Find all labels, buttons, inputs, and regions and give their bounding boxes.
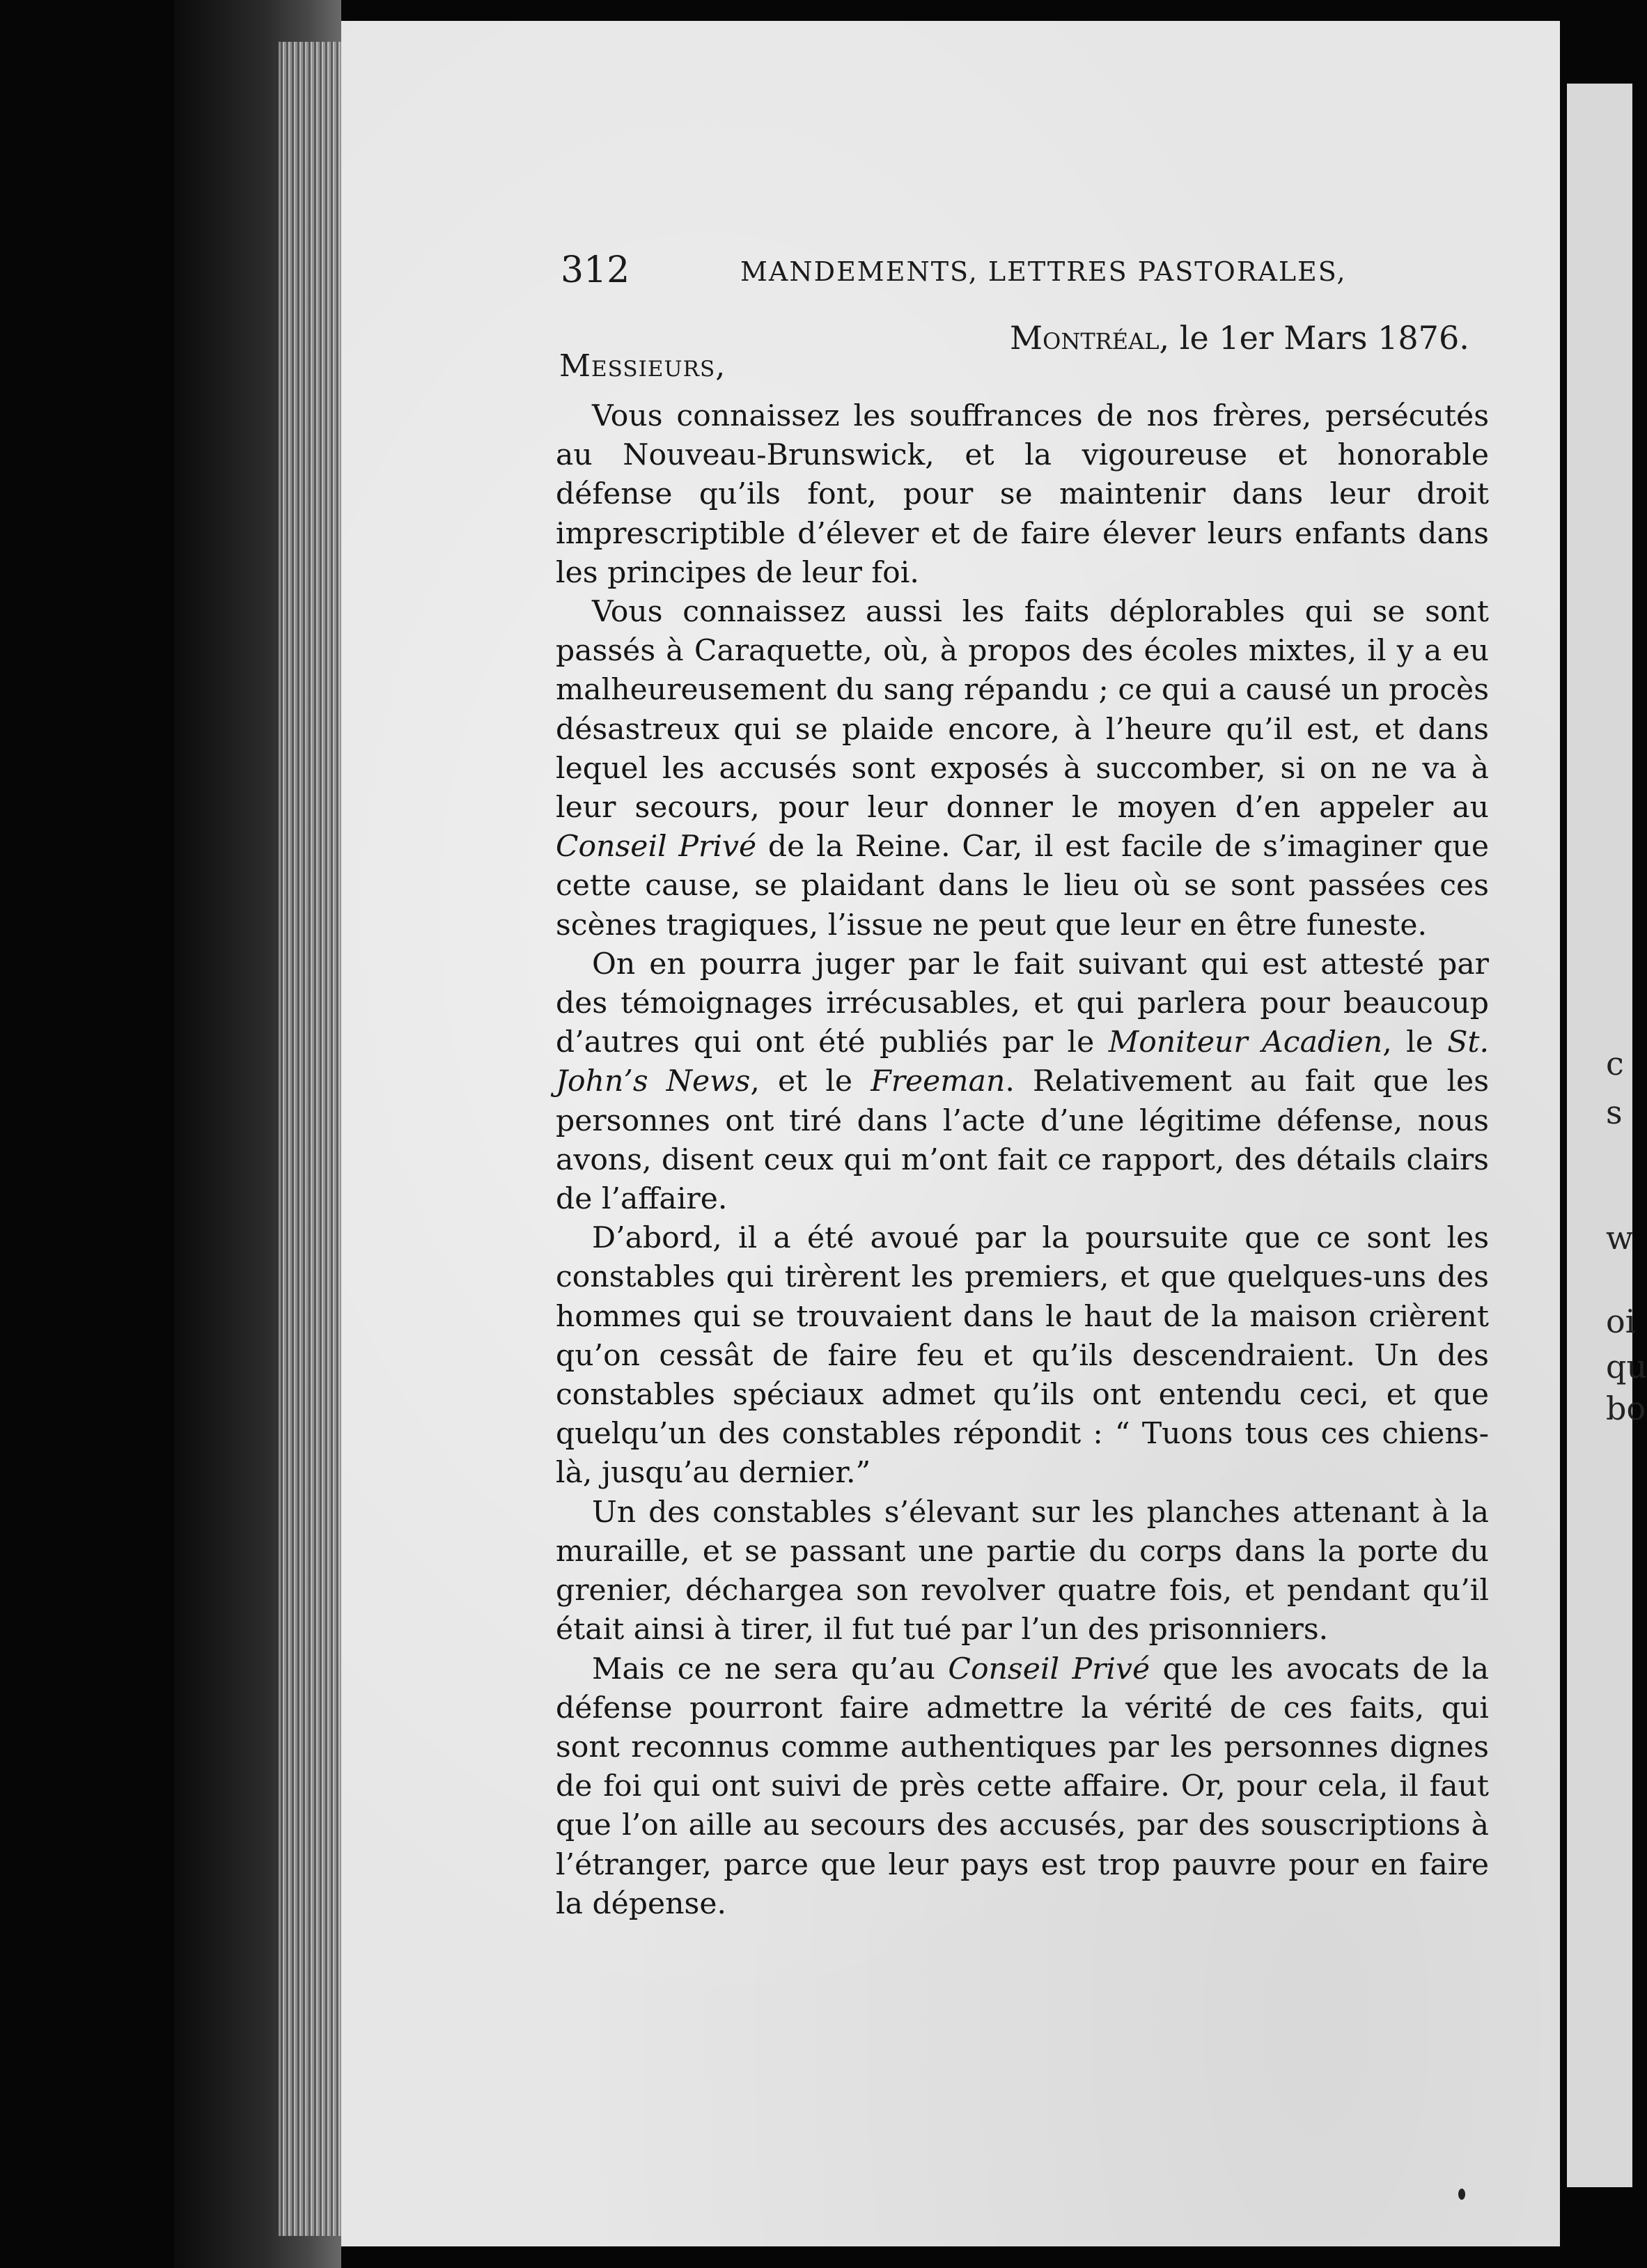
- italic-title: Moniteur Acadien: [1108, 1025, 1383, 1060]
- page-header: [561, 249, 1480, 298]
- facing-page-fragment: s: [1606, 1094, 1623, 1131]
- text-run: de la Reine. Car, il est facile de s’imaginer que cette cause, se plaidant dans le lieu où se sont passées ces scènes tragiques, l’issue ne peut que leur en être funeste.: [556, 830, 1489, 942]
- place: Montréal,: [1010, 319, 1170, 357]
- running-head: MANDEMENTS, LETTRES PASTORALES,: [740, 256, 1347, 287]
- italic-title: Conseil Privé: [556, 830, 757, 864]
- text-run: , et le: [750, 1064, 871, 1099]
- place-and-date: [1010, 319, 1469, 357]
- date: le 1er Mars 1876.: [1179, 319, 1469, 357]
- text-run: D’abord, il a été avoué par la poursuite que ce sont les constables qui tirèrent les premiers, et que quelques-uns des hommes qui se trouvaient dans le haut de la maison crièrent qu’on cessât de faire feu et qu’ils descendraient. Un des constables spéciaux admet qu’ils ont entendu ceci, et que quelqu’un des constables répondit : “ Tuons tous ces chiens-là, jusqu’au dernier.”: [556, 1221, 1489, 1491]
- text-run: que les avocats de la défense pourront faire admettre la vérité de ces faits, qui sont reconnus comme authentiques par les personnes dignes de foi qui ont suivi de près cette affaire. Or, pour cela, il faut que l’on aille au secours des accusés, par des souscriptions à l’étranger, parce que leur pays est trop pauvre pour en faire la dépense.: [556, 1652, 1489, 1921]
- paragraph: [556, 593, 1489, 945]
- text-run: , le: [1382, 1025, 1448, 1060]
- letter-body: [556, 397, 1489, 1924]
- text-run: . Relativement au fait que les personnes ont tiré dans l’acte d’une légitime défense, nous avons, disent ceux qui m’ont fait ce rapport, des détails clairs de l’affaire.: [556, 1064, 1489, 1217]
- facing-page-edge: [1567, 84, 1632, 2187]
- paragraph: [556, 397, 1489, 593]
- paragraph: [556, 1493, 1489, 1650]
- facing-page-fragment: c: [1606, 1045, 1624, 1082]
- text-run: Vous connaissez aussi les faits déplorables qui se sont passés à Caraquette, où, à propos des écoles mixtes, il y a eu malheureusement du sang répandu ; ce qui a causé un procès désastreux qui se plaide encore, à l’heure qu’il est, et dans lequel les accusés sont exposés à succomber, si on ne va à leur secours, pour leur donner le moyen d’en appeler au: [556, 595, 1489, 825]
- paragraph: [556, 945, 1489, 1219]
- paragraph: [556, 1219, 1489, 1493]
- facing-page-fragment: bo: [1606, 1390, 1646, 1427]
- paragraph: [556, 1650, 1489, 1924]
- text-run: Vous connaissez les souffrances de nos frères, persécutés au Nouveau-Brunswick, et la vigoureuse et honorable défense qu’ils font, pour se maintenir dans leur droit imprescriptible d’élever et de faire élever leurs enfants dans les principes de leur foi.: [556, 399, 1489, 590]
- page-edges: [279, 42, 341, 2236]
- facing-page-fragment: qu: [1606, 1348, 1647, 1385]
- text-run: Mais ce ne sera qu’au: [592, 1652, 949, 1686]
- salutation: Messieurs,: [559, 348, 726, 384]
- page-number: 312: [561, 249, 630, 291]
- italic-title: Freeman: [871, 1064, 1006, 1099]
- text-run: On en pourra juger par le fait suivant qui est attesté par des témoignages irrécusables, et qui parlera pour beaucoup d’autres qui ont été publiés par le: [556, 947, 1489, 1060]
- text-run: Un des constables s’élevant sur les planches attenant à la muraille, et se passant une partie du corps dans la porte du grenier, déchargea son revolver quatre fois, et pendant qu’il était ainsi à tirer, il fut tué par l’un des prisonniers.: [556, 1495, 1489, 1647]
- facing-page-fragment: oi: [1606, 1303, 1636, 1340]
- italic-title: Conseil Privé: [948, 1652, 1150, 1686]
- ink-speck: [1458, 2189, 1465, 2200]
- facing-page-fragment: w: [1606, 1219, 1634, 1257]
- italic-title: St. John’s News: [556, 1025, 1489, 1099]
